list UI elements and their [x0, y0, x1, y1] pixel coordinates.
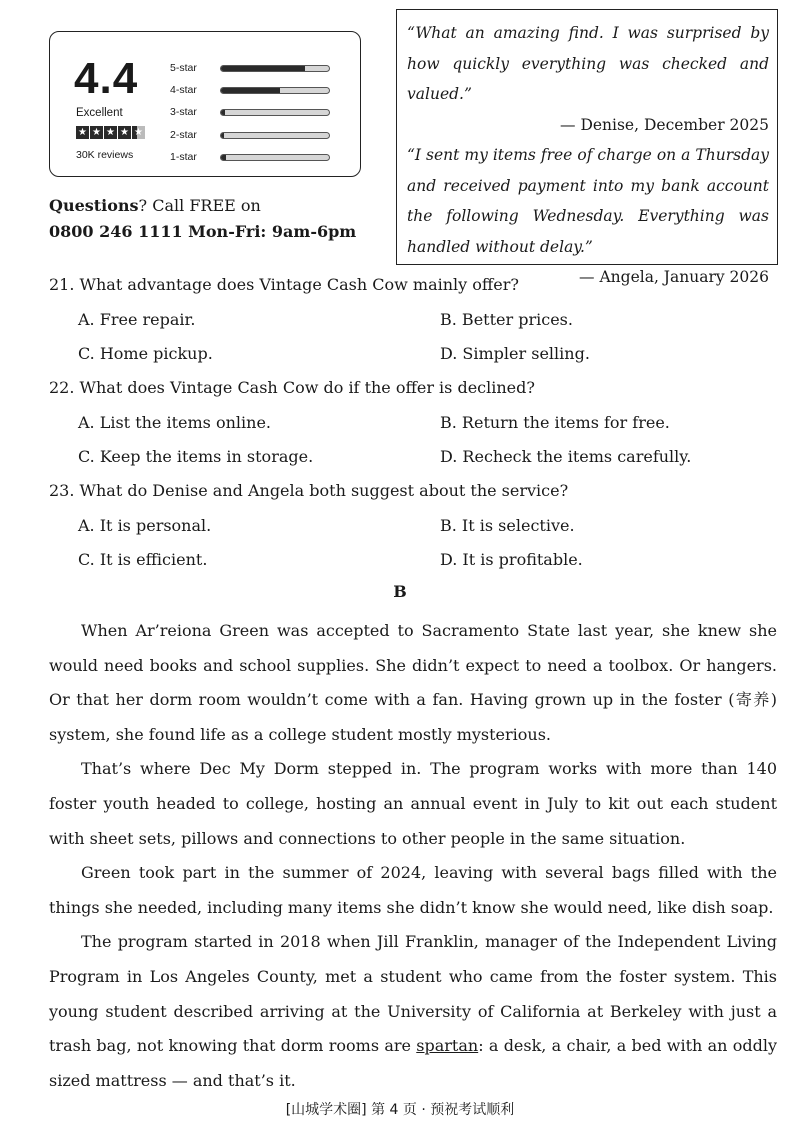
rating-row-1	[170, 150, 330, 164]
option-a[interactable]: A. Free repair.	[78, 310, 196, 329]
option-b[interactable]: B. It is selective.	[440, 516, 575, 535]
rating-score: 4.4	[74, 54, 139, 103]
rating-row-label: 5-star	[170, 62, 197, 74]
review-count: 30K reviews	[76, 149, 134, 161]
rating-row-4	[170, 83, 330, 97]
rating-bar-fill	[221, 110, 225, 115]
passage-paragraph: Green took part in the summer of 2024, leaving with several bags filled with the things she needed, including many items she didn’t know she would need, like dish soap.	[49, 863, 777, 917]
star-rating	[76, 126, 145, 139]
rating-bar-fill	[221, 155, 226, 160]
rating-row-5	[170, 61, 330, 75]
passage-paragraph	[49, 925, 777, 1098]
rating-row-3	[170, 105, 330, 119]
option-b[interactable]: B. Better prices.	[440, 310, 573, 329]
option-d[interactable]: D. Simpler selling.	[440, 344, 590, 363]
rating-bar	[220, 65, 330, 72]
rating-row-2	[170, 128, 330, 142]
star-icon: ★	[76, 126, 89, 139]
testimonial-quote: “I sent my items free of charge on a Thursday and received payment into my bank account the following Wednesday. Everything was handled without delay.”	[407, 146, 769, 256]
option-d[interactable]: D. Recheck the items carefully.	[440, 447, 692, 466]
rating-bar	[220, 109, 330, 116]
passage-text: The program started in 2018 when Jill Franklin, manager of the Independent Living Program in Los Angeles County, met a student who came from the foster system. This young student described arriving at the University of California at Berkeley with just a trash bag, not knowing that dorm rooms are	[49, 932, 777, 1056]
option-b[interactable]: B. Return the items for free.	[440, 413, 670, 432]
question-23: 23. What do Denise and Angela both suggest about the service?	[49, 481, 569, 500]
star-icon: ★	[104, 126, 117, 139]
rating-bar	[220, 87, 330, 94]
option-c[interactable]: C. It is efficient.	[78, 550, 208, 569]
rating-bar-fill	[221, 133, 224, 138]
passage-paragraph: When Ar’reiona Green was accepted to Sacramento State last year, she knew she would need books and school supplies. She didn’t expect to need a toolbox. Or hangers. Or that her dorm room wouldn’t come with a fan. Having grown up in the foster (寄养) system, she found life as a college student mostly mysterious.	[49, 621, 777, 744]
rating-bar	[220, 132, 330, 139]
option-a[interactable]: A. List the items online.	[78, 413, 271, 432]
option-d[interactable]: D. It is profitable.	[440, 550, 583, 569]
testimonial-box	[396, 9, 778, 286]
question-21: 21. What advantage does Vintage Cash Cow mainly offer?	[49, 275, 519, 294]
star-icon: ★	[90, 126, 103, 139]
option-a[interactable]: A. It is personal.	[78, 516, 212, 535]
testimonial-author: — Angela, January 2026	[579, 268, 769, 286]
rating-row-label: 4-star	[170, 84, 197, 96]
half-star-icon: ★	[132, 126, 145, 139]
testimonial-quote: “What an amazing find. I was surprised by how quickly everything was checked and valued.”	[407, 24, 769, 103]
question-22: 22. What does Vintage Cash Cow do if the offer is declined?	[49, 378, 535, 397]
star-icon: ★	[118, 126, 131, 139]
rating-card	[49, 31, 361, 177]
option-c[interactable]: C. Home pickup.	[78, 344, 213, 363]
passage-paragraph: That’s where Dec My Dorm stepped in. The program works with more than 140 foster youth headed to college, hosting an annual event in July to kit out each student with sheet sets, pillows and connections to other people in the same situation.	[49, 759, 777, 848]
contact-prompt	[49, 192, 261, 220]
page-footer: [山城学术圈] 第 4 页 · 预祝考试顺利	[285, 1102, 515, 1118]
rating-row-label: 1-star	[170, 151, 197, 163]
reading-passage	[49, 614, 777, 1098]
rating-row-label: 3-star	[170, 106, 197, 118]
questions-label: Questions	[49, 196, 139, 215]
rating-bar-fill	[221, 88, 280, 93]
rating-row-label: 2-star	[170, 129, 197, 141]
section-heading: B	[393, 582, 407, 601]
passage-text: : a desk, a chair, a bed with an oddly sized mattress — and that’s it.	[49, 1036, 778, 1090]
rating-bar-fill	[221, 66, 305, 71]
rating-bar	[220, 154, 330, 161]
phone-line: 0800 246 1111 Mon-Fri: 9am-6pm	[49, 222, 357, 241]
option-c[interactable]: C. Keep the items in storage.	[78, 447, 314, 466]
rating-label: Excellent	[76, 107, 123, 119]
underlined-word: spartan	[416, 1036, 479, 1056]
testimonial-author: — Denise, December 2025	[560, 115, 769, 134]
call-free-text: ? Call FREE on	[138, 196, 261, 215]
